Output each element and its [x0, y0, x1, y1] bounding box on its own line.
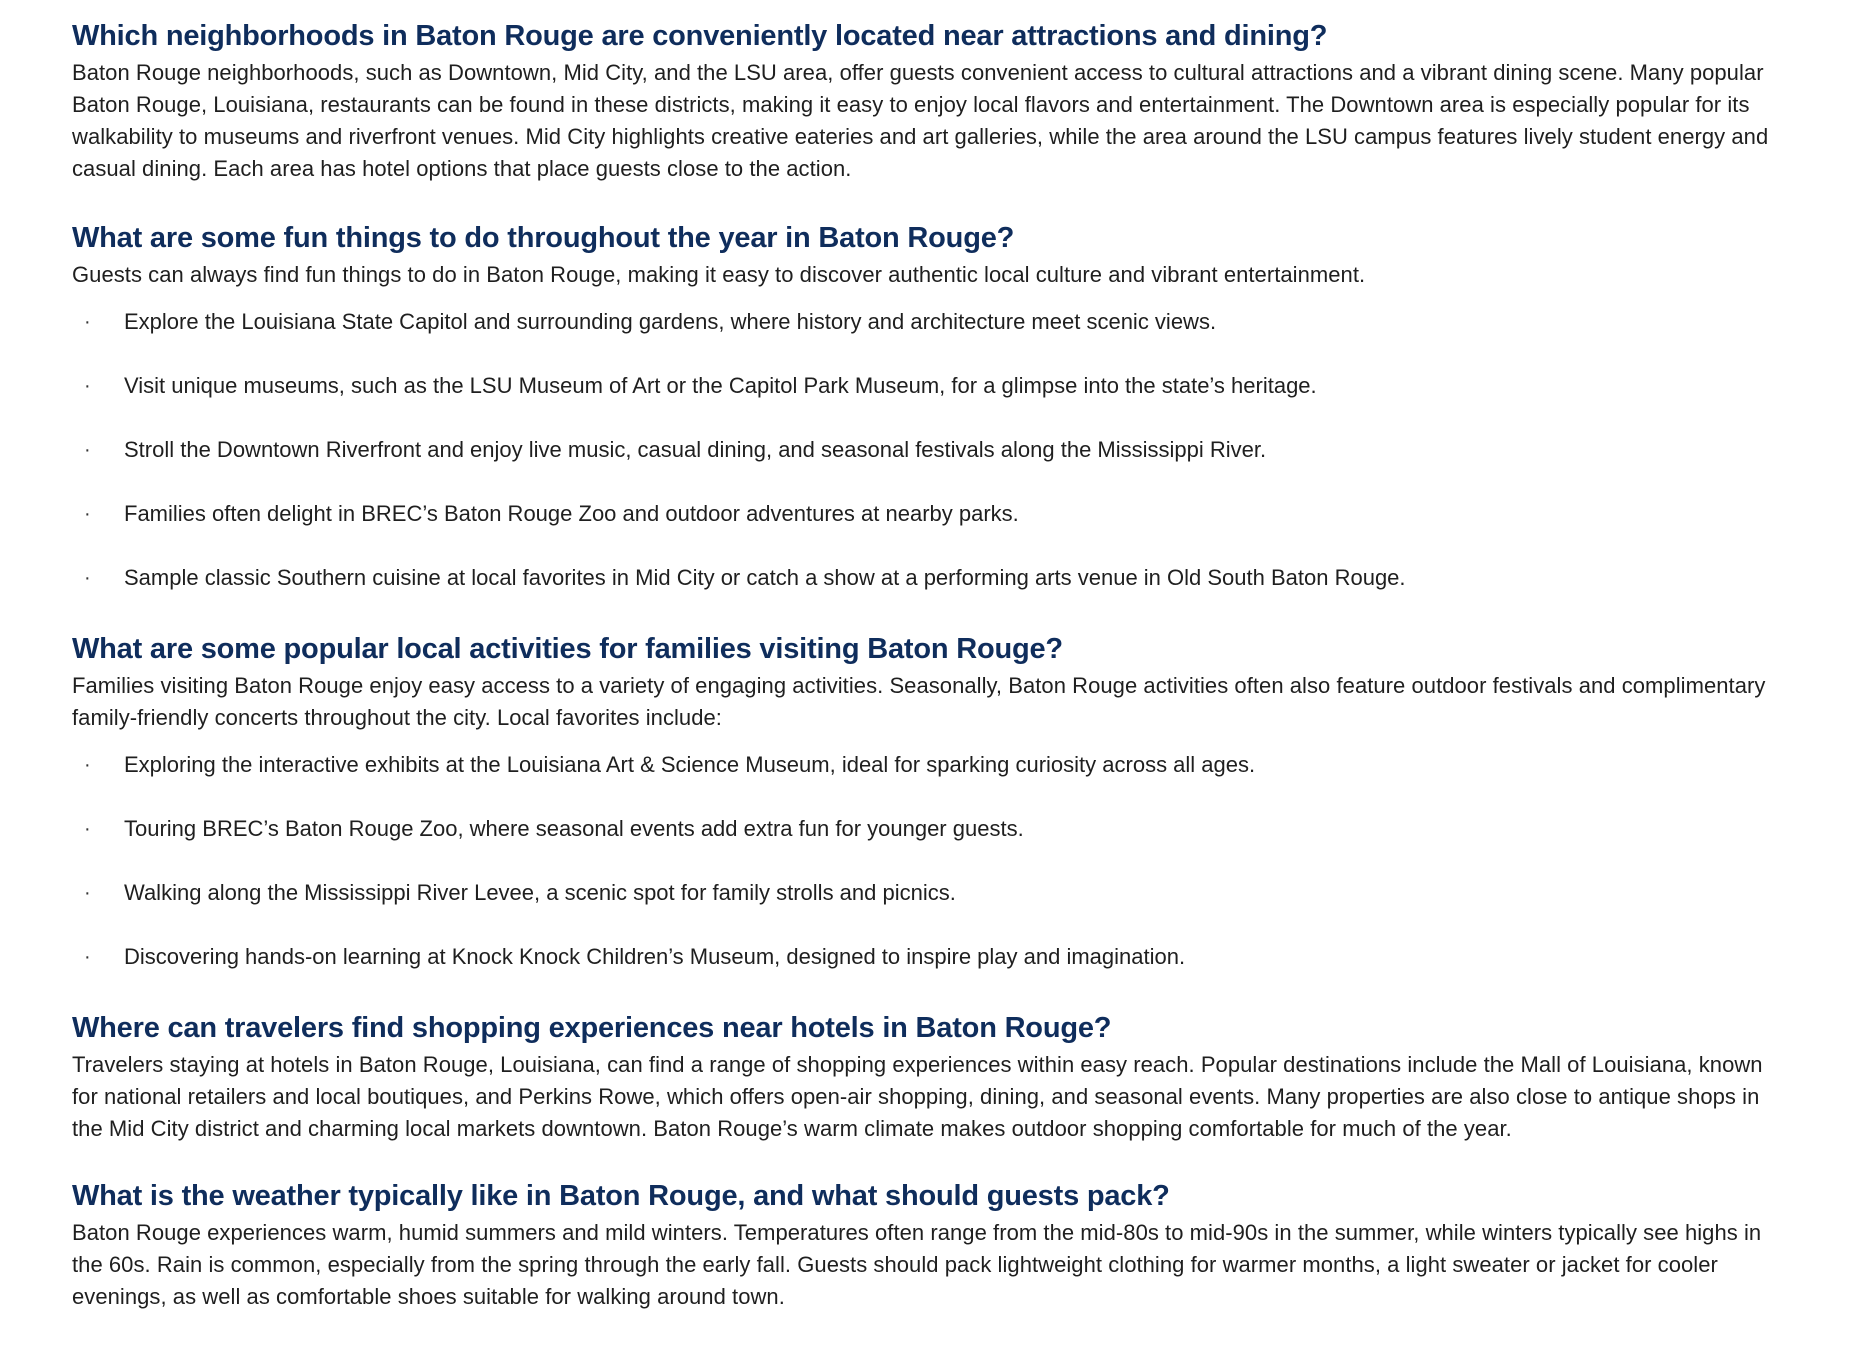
bullet-icon: · — [84, 946, 91, 968]
list-item — [72, 306, 1780, 338]
bullet-icon: · — [84, 311, 91, 333]
faq-question: What are some fun things to do throughout the year in Baton Rouge? — [72, 222, 1015, 254]
faq-section-family-activities — [72, 628, 1780, 973]
list-item — [72, 434, 1780, 466]
list-item — [72, 562, 1780, 594]
list-item-text: Touring BREC’s Baton Rouge Zoo, where seasonal events add extra fun for younger guests. — [124, 816, 1024, 841]
list-item — [72, 498, 1780, 530]
faq-answer: Baton Rouge neighborhoods, such as Downtown, Mid City, and the LSU area, offer guests convenient access to cultural attractions and a vibrant dining scene. Many popular Baton Rouge, Louisiana, restaurants can be found in these districts, making it easy to enjoy local flavors and entertainment. The Downtown area is especially popular for its walkability to museums and riverfront venues. Mid City highlights creative eateries and art galleries, while the area around the LSU campus features lively student energy and casual dining. Each area has hotel options that place guests close to the action. — [72, 60, 1769, 181]
bullet-icon: · — [84, 882, 91, 904]
faq-bullet-list — [72, 749, 1780, 973]
list-item-text: Families often delight in BREC’s Baton Rouge Zoo and outdoor adventures at nearby parks. — [124, 501, 1019, 526]
faq-question: Which neighborhoods in Baton Rouge are conveniently located near attractions and dining? — [72, 20, 1328, 52]
faq-question: Where can travelers find shopping experiences near hotels in Baton Rouge? — [72, 1012, 1112, 1044]
faq-section-weather — [72, 1175, 1780, 1313]
bullet-icon: · — [84, 754, 91, 776]
bullet-icon: · — [84, 503, 91, 525]
list-item-text: Visit unique museums, such as the LSU Museum of Art or the Capitol Park Museum, for a glimpse into the state’s heritage. — [124, 373, 1317, 398]
list-item-text: Stroll the Downtown Riverfront and enjoy live music, casual dining, and seasonal festivals along the Mississippi River. — [124, 437, 1267, 462]
list-item — [72, 941, 1780, 973]
list-item — [72, 877, 1780, 909]
list-item — [72, 370, 1780, 402]
faq-answer: Guests can always find fun things to do in Baton Rouge, making it easy to discover authentic local culture and vibrant entertainment. — [72, 262, 1366, 287]
list-item-text: Explore the Louisiana State Capitol and surrounding gardens, where history and architecture meet scenic views. — [124, 309, 1217, 334]
list-item — [72, 813, 1780, 845]
list-item — [72, 749, 1780, 781]
list-item-text: Exploring the interactive exhibits at the Louisiana Art & Science Museum, ideal for sparking curiosity across all ages. — [124, 752, 1256, 777]
faq-answer: Baton Rouge experiences warm, humid summers and mild winters. Temperatures often range from the mid-80s to mid-90s in the summer, while winters typically see highs in the 60s. Rain is common, especially from the spring through the early fall. Guests should pack lightweight clothing for warmer months, a light sweater or jacket for cooler evenings, as well as comfortable shoes suitable for walking around town. — [72, 1220, 1762, 1309]
faq-bullet-list — [72, 306, 1780, 594]
list-item-text: Walking along the Mississippi River Levee, a scenic spot for family strolls and picnics. — [124, 880, 956, 905]
faq-answer: Travelers staying at hotels in Baton Rouge, Louisiana, can find a range of shopping experiences within easy reach. Popular destinations include the Mall of Louisiana, known for national retailers and local boutiques, and Perkins Rowe, which offers open-air shopping, dining, and seasonal events. Many properties are also close to antique shops in the Mid City district and charming local markets downtown. Baton Rouge’s warm climate makes outdoor shopping comfortable for much of the year. — [72, 1052, 1763, 1141]
faq-answer: Families visiting Baton Rouge enjoy easy access to a variety of engaging activities. Seasonally, Baton Rouge activities often also feature outdoor festivals and complimentary family-friendly concerts throughout the city. Local favorites include: — [72, 673, 1766, 730]
faq-question: What are some popular local activities for families visiting Baton Rouge? — [72, 633, 1063, 665]
faq-question: What is the weather typically like in Baton Rouge, and what should guests pack? — [72, 1180, 1170, 1212]
faq-section-neighborhoods — [72, 15, 1780, 185]
list-item-text: Discovering hands-on learning at Knock Knock Children’s Museum, designed to inspire play and imagination. — [124, 944, 1186, 969]
bullet-icon: · — [84, 375, 91, 397]
faq-section-things-to-do — [72, 217, 1780, 594]
bullet-icon: · — [84, 439, 91, 461]
bullet-icon: · — [84, 818, 91, 840]
list-item-text: Sample classic Southern cuisine at local favorites in Mid City or catch a show at a performing arts venue in Old South Baton Rouge. — [124, 565, 1406, 590]
faq-section-shopping — [72, 1007, 1780, 1145]
bullet-icon: · — [84, 567, 91, 589]
